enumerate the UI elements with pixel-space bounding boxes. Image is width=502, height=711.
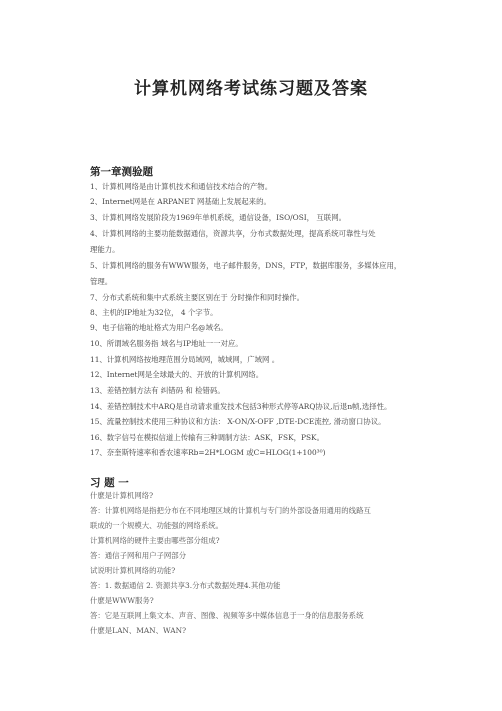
item-line: 8、主机的IP地址为32位， 4 个字节。: [90, 308, 218, 317]
item-line: 15、流量控制技术使用三种协议和方法： X-ON/X-OFF ,DTE-DCE流控, 滑动窗口协议。: [90, 417, 386, 426]
item-line: 2、Internet网是在 ARPANET 网基础上发展起来的。: [90, 197, 271, 206]
item-line: 13、差错控制方法有 纠错码 和 检错码。: [90, 386, 225, 395]
item-line: 7、分布式系统和集中式系统主要区别在于 分时操作和同时操作。: [90, 293, 304, 302]
item-line: 理能力。: [90, 245, 120, 254]
document-title: 计算机网络考试练习题及答案: [134, 79, 368, 99]
qa-line: 试说明计算机网络的功能?: [90, 566, 176, 575]
item-line: 17、奈奎斯特速率和香农速率Rb=2H*LOGM 或C=HLOG(1+100³⁰): [90, 448, 326, 457]
exercise-heading: 习 题 一: [90, 477, 129, 489]
item-line: 4、计算机网络的主要功能数据通信，资源共享，分布式数据处理，提高系统可靠性与处: [90, 229, 376, 238]
item-line: 9、电子信箱的地址格式为用户名@域名。: [90, 323, 228, 332]
item-line: 3、计算机网络发展阶段为1969年单机系统，通信设备，ISO/OSI， 互联网。: [90, 213, 346, 222]
qa-line: 答：1. 数据通信 2. 资源共享3.分布式数据处理4.其他功能: [90, 581, 281, 590]
item-line: 12、Internet网是全球最大的、开放的计算机网络。: [90, 370, 264, 379]
item-line: 1、计算机网络是由计算机技术和通信技术结合的产物。: [90, 182, 273, 191]
item-line: 管理。: [90, 277, 113, 286]
qa-line: 什麽是LAN、MAN、WAN?: [90, 626, 187, 635]
qa-line: 什麽是WWW服务?: [90, 596, 154, 605]
qa-line: 计算机网络的硬件主要由哪些部分组成?: [90, 536, 220, 545]
item-line: 10、所谓域名服务指 域名与IP地址一一对应。: [90, 339, 243, 348]
item-line: 16、数字信号在模拟信道上传输有三种调制方法：ASK，FSK，PSK。: [90, 433, 324, 442]
qa-line: 答：计算机网络是指把分布在不同地理区域的计算机与专门的外部设备用通用的线路互: [90, 506, 371, 515]
qa-line: 答：通信子网和用户子网部分: [90, 551, 187, 560]
qa-line: 什麽是计算机网络?: [90, 491, 154, 500]
item-line: 5、计算机网络的服务有WWW服务，电子邮件服务，DNS，FTP，数据库服务，多媒体应用，: [90, 261, 402, 270]
item-line: 14、差错控制技术中ARQ是自动请求重发技术包括3种形式停等ARQ协议,后退n帧,选择性。: [90, 402, 392, 411]
qa-line: 答：它是互联网上集文本、声音、图像、视频等多中媒体信息于一身的信息服务系统: [90, 611, 364, 620]
item-line: 11、计算机网络按地理范围分局域网，城域网，广域网 。: [90, 355, 280, 364]
qa-line: 联成的一个规模大、功能强的网络系统。: [90, 521, 224, 530]
chapter-heading: 第一章测验题: [90, 166, 153, 178]
